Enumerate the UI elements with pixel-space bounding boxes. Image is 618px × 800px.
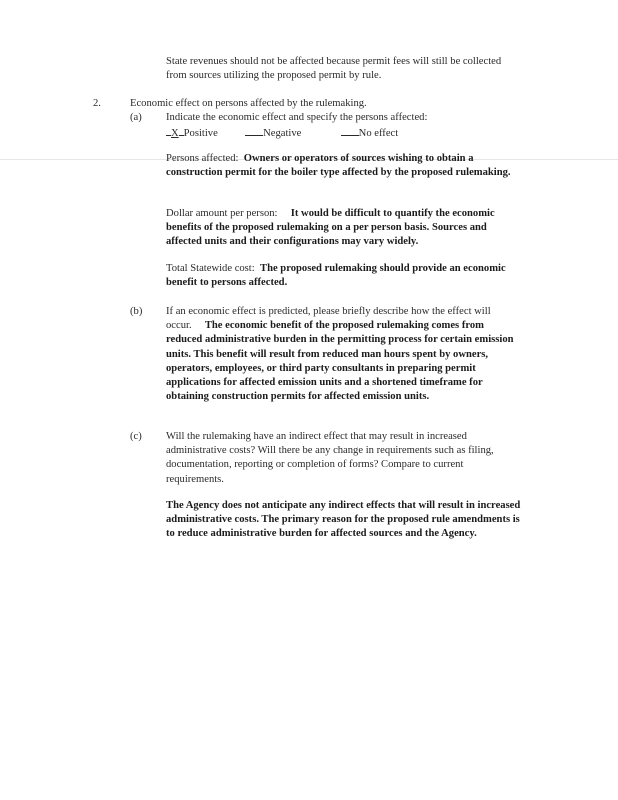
no-effect-option: [341, 124, 399, 141]
persons-affected: [166, 152, 520, 180]
negative-label: Negative: [263, 128, 302, 139]
subitem-b-body: [166, 305, 522, 404]
total-statewide-cost: [166, 262, 516, 290]
persons-answer: Owners or operators of sources wishing to obtain a construction permit for the boiler type affected by the proposed rulemaking.: [166, 153, 511, 179]
subitem-c-answer: The Agency does not anticipate any indirect effects that will result in increased administrative costs. The primary reason for the proposed rule amendments is to reduce administrative burden for affected sources and the Agency.: [166, 500, 521, 540]
subitem-c-label: (c): [130, 431, 142, 442]
subitem-a-label: (a): [130, 112, 142, 123]
subitem-b-question: If an economic effect is predicted, please briefly describe how the effect will occur.: [166, 306, 491, 332]
state-revenue-text: State revenues should not be affected because permit fees will still be collected from sources utilizing the proposed permit by rule.: [166, 56, 502, 82]
subitem-b-label: (b): [130, 306, 143, 317]
dollar-answer: It would be difficult to quantify the economic benefits of the proposed rulemaking on a per person basis. Sources and affected units and their configurations may vary widely.: [166, 208, 495, 248]
total-answer: The proposed rulemaking should provide an economic benefit to persons affected.: [166, 263, 506, 289]
subitem-a-question: Indicate the economic effect and specify the persons affected:: [166, 112, 428, 123]
positive-mark: X: [171, 128, 179, 139]
subitem-c-question: Will the rulemaking have an indirect effect that may result in increased administrative costs? Will there be any change in requirements such as filing, documentation, reporting or completion of forms? Compare to current requirements.: [166, 431, 494, 485]
positive-label: Positive: [183, 128, 218, 139]
negative-option: [245, 124, 301, 141]
positive-option: [166, 124, 218, 141]
item-number: 2.: [93, 98, 101, 109]
effect-checklist: [166, 124, 398, 141]
dollar-amount: [166, 207, 522, 250]
no-effect-label: No effect: [358, 128, 399, 139]
persons-label: Persons affected:: [166, 153, 239, 164]
subitem-b-answer: The economic benefit of the proposed rulemaking comes from reduced administrative burden in the permitting process for certain emission units. This benefit will result from reduced man hours spent by owners, operators, employees, or third party consultants in preparing permit applications for affected emission units and a shortened timeframe for obtaining construction permits for affected emission units.: [166, 320, 514, 403]
dollar-label: Dollar amount per person:: [166, 208, 278, 219]
total-label: Total Statewide cost:: [166, 263, 255, 274]
item-heading: Economic effect on persons affected by the rulemaking.: [130, 98, 367, 109]
